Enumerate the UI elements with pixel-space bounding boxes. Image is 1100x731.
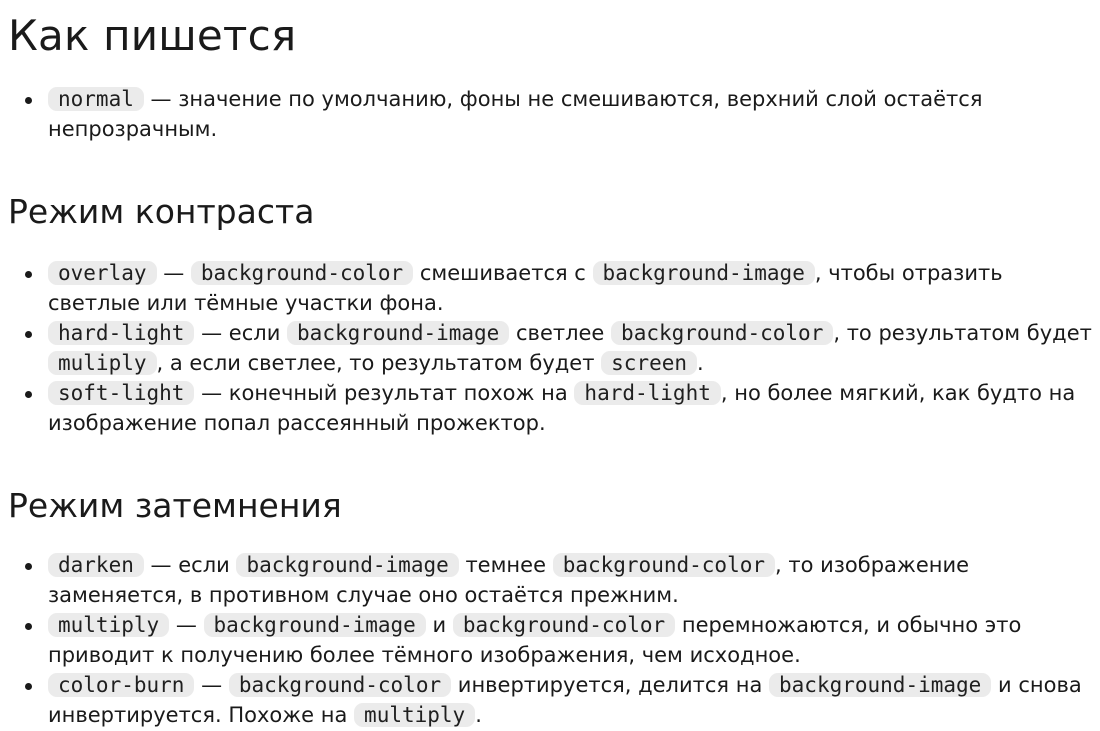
code-hard-light: hard-light [574,381,720,405]
code-soft-light: soft-light [48,381,194,405]
code-background-image: background-image [236,553,458,577]
code-background-image: background-image [593,261,815,285]
code-muliply: muliply [48,351,157,375]
code-hard-light: hard-light [48,321,194,345]
code-background-color: background-color [191,261,413,285]
code-color-burn: color-burn [48,673,194,697]
contrast-list [8,258,1100,438]
code-background-image: background-image [287,321,509,345]
list-item-soft-light: soft-light — конечный результат похож на hard-light , но более мягкий, как будто на изображение попал рассеянный прожектор. [48,378,1100,438]
code-multiply: multiply [354,703,475,727]
code-darken: darken [48,553,144,577]
code-background-color: background-color [553,553,775,577]
list-item-normal: normal — значение по умолчанию, фоны не смешиваются, верхний слой остаётся непрозрачным. [48,84,1100,144]
code-background-image: background-image [769,673,991,697]
page-title: Как пишется [8,11,297,60]
code-normal: normal [48,87,144,111]
code-background-color: background-color [229,673,451,697]
code-screen: screen [601,351,697,375]
list-item-multiply: multiply — background-image и background-color перемножаются, и обычно это приводит к получению более тёмного изображения, чем исходное. [48,610,1100,670]
code-background-color: background-color [611,321,833,345]
darken-list [8,550,1100,730]
list-item-overlay: overlay — background-color смешивается с background-image , чтобы отразить светлые или тёмные участки фона. [48,258,1100,318]
heading-darken: Режим затемнения [8,486,342,525]
list-item-darken: darken — если background-image темнее background-color , то изображение заменяется, в противном случае оно остаётся прежним. [48,550,1100,610]
code-multiply: multiply [48,613,169,637]
code-background-color: background-color [453,613,675,637]
code-overlay: overlay [48,261,157,285]
heading-contrast: Режим контраста [8,192,315,231]
code-background-image: background-image [204,613,426,637]
normal-list [8,84,1100,144]
list-item-color-burn: color-burn — background-color инвертируется, делится на background-image и снова инвертируется. Похоже на multiply . [48,670,1100,730]
list-item-hard-light: hard-light — если background-image светлее background-color , то результатом будет muliply , а если светлее, то результатом будет screen . [48,318,1100,378]
